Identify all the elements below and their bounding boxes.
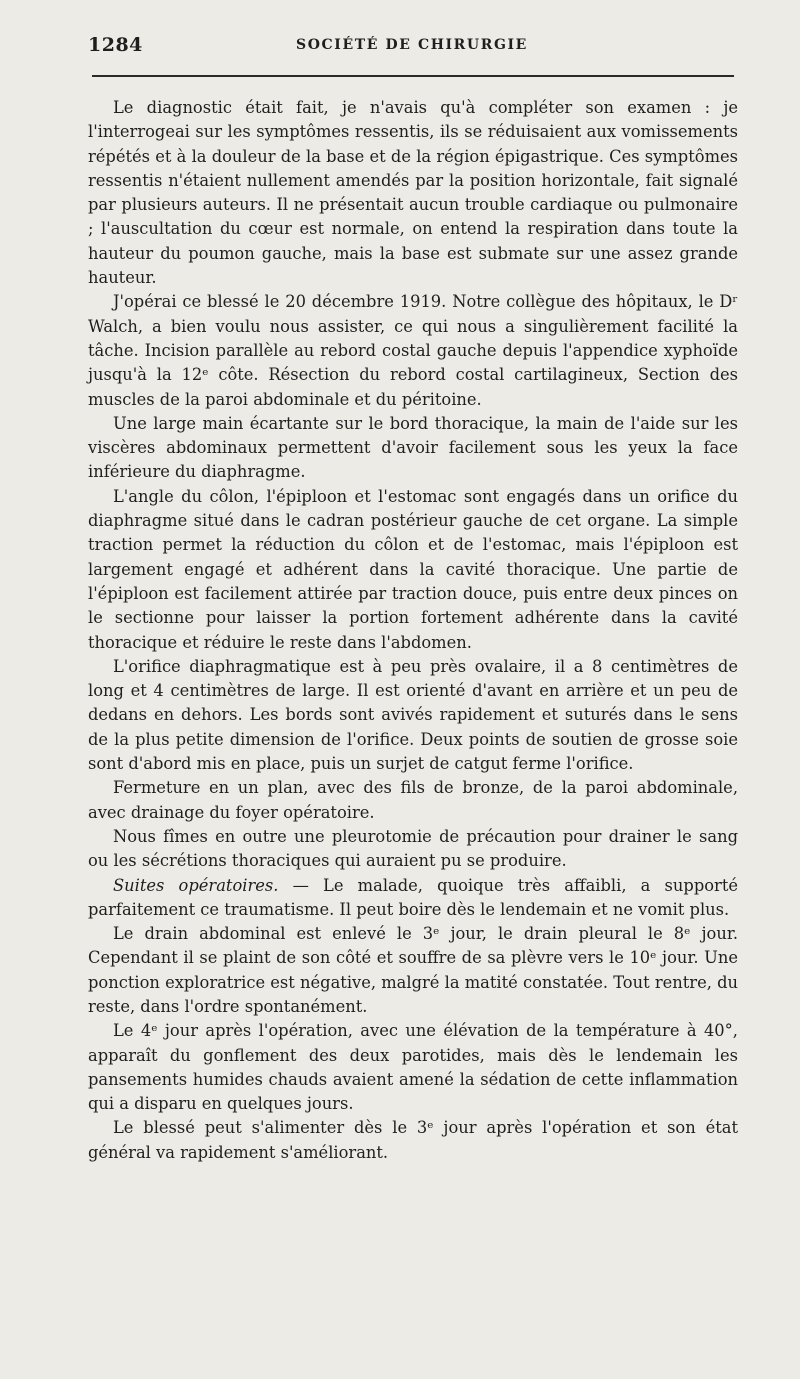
paragraph: Le diagnostic était fait, je n'avais qu'à compléter son examen : je l'interrogeai sur les symptômes ressentis, ils se réduisaient aux vomissements répétés et à la douleur de la base et de la région épigastrique. Ces symptômes ressentis n'étaient nullement amendés par la position horizontale, fait signalé par plusieurs auteurs. Il ne présentait aucun trouble cardiaque ou pulmonaire ; l'auscultation du cœur est normale, on entend la respiration dans toute la hauteur du poumon gauche, mais la base est submate sur une assez grande hauteur.	[88, 98, 738, 288]
suites-label: Suites opératoires.	[113, 875, 279, 895]
header-rule	[92, 75, 734, 77]
paragraph: Nous fîmes en outre une pleurotomie de précaution pour drainer le sang ou les sécrétions thoraciques qui auraient pu se produire.	[88, 826, 738, 871]
paragraph: Le blessé peut s'alimenter dès le 3ᵉ jour après l'opération et son état général va rapidement s'améliorant.	[88, 1118, 738, 1162]
paragraph: Fermeture en un plan, avec des fils de bronze, de la paroi abdominale, avec drainage du foyer opératoire.	[88, 778, 738, 822]
suites-text: — Le malade, quoique très affaibli, a supporté parfaitement ce traumatisme. Il peut boire dès le lendemain et ne vomit plus.	[88, 875, 739, 919]
paragraph: L'angle du côlon, l'épiploon et l'estomac sont engagés dans un orifice du diaphragme situé dans le cadran postérieur gauche de cet organe. La simple traction permet la réduction du côlon et de l'estomac, mais l'épiploon est largement engagé et adhérent dans la cavité thoracique. Une partie de l'épiploon est facilement attirée par traction douce, puis entre deux pinces on le sectionne pour laisser la portion fortement adhérente dans la cavité thoracique et réduire le reste dans l'abdomen.	[88, 486, 738, 652]
paragraph: Une large main écartante sur le bord thoracique, la main de l'aide sur les viscères abdominaux permettent d'avoir facilement sous les yeux la face inférieure du diaphragme.	[88, 413, 738, 482]
paragraph-suites	[88, 874, 738, 923]
body-text	[88, 96, 738, 1165]
paragraph: Le drain abdominal est enlevé le 3ᵉ jour, le drain pleural le 8ᵉ jour. Cependant il se plaint de son côté et souffre de sa plèvre vers le 10ᵉ jour. Une ponction exploratrice est négative, malgré la matité constatée. Tout rentre, du reste, dans l'ordre spontanément.	[88, 924, 738, 1016]
page-number: 1284	[88, 34, 143, 56]
running-title: SOCIÉTÉ DE CHIRURGIE	[296, 37, 528, 53]
paragraph: Le 4ᵉ jour après l'opération, avec une élévation de la température à 40°, apparaît du gonflement des deux parotides, mais dès le lendemain les pansements humides chauds avaient amené la sédation de cette inflammation qui a disparu en quelques jours.	[88, 1021, 738, 1114]
paragraph: L'orifice diaphragmatique est à peu près ovalaire, il a 8 centimètres de long et 4 centimètres de large. Il est orienté d'avant en arrière et un peu de dedans en dehors. Les bords sont avivés rapidement et suturés dans le sens de la plus petite dimension de l'orifice. Deux points de soutien de grosse soie sont d'abord mis en place, puis un surjet de catgut ferme l'orifice.	[88, 656, 738, 774]
page-header	[88, 34, 736, 62]
paragraph: J'opérai ce blessé le 20 décembre 1919. Notre collègue des hôpitaux, le Dʳ Walch, a bien voulu nous assister, ce qui nous a singulièrement facilité la tâche. Incision parallèle au rebord costal gauche depuis l'appendice xyphoïde jusqu'à la 12ᵉ côte. Résection du rebord costal cartilagineux, Section des muscles de la paroi abdominale et du péritoine.	[88, 292, 738, 409]
